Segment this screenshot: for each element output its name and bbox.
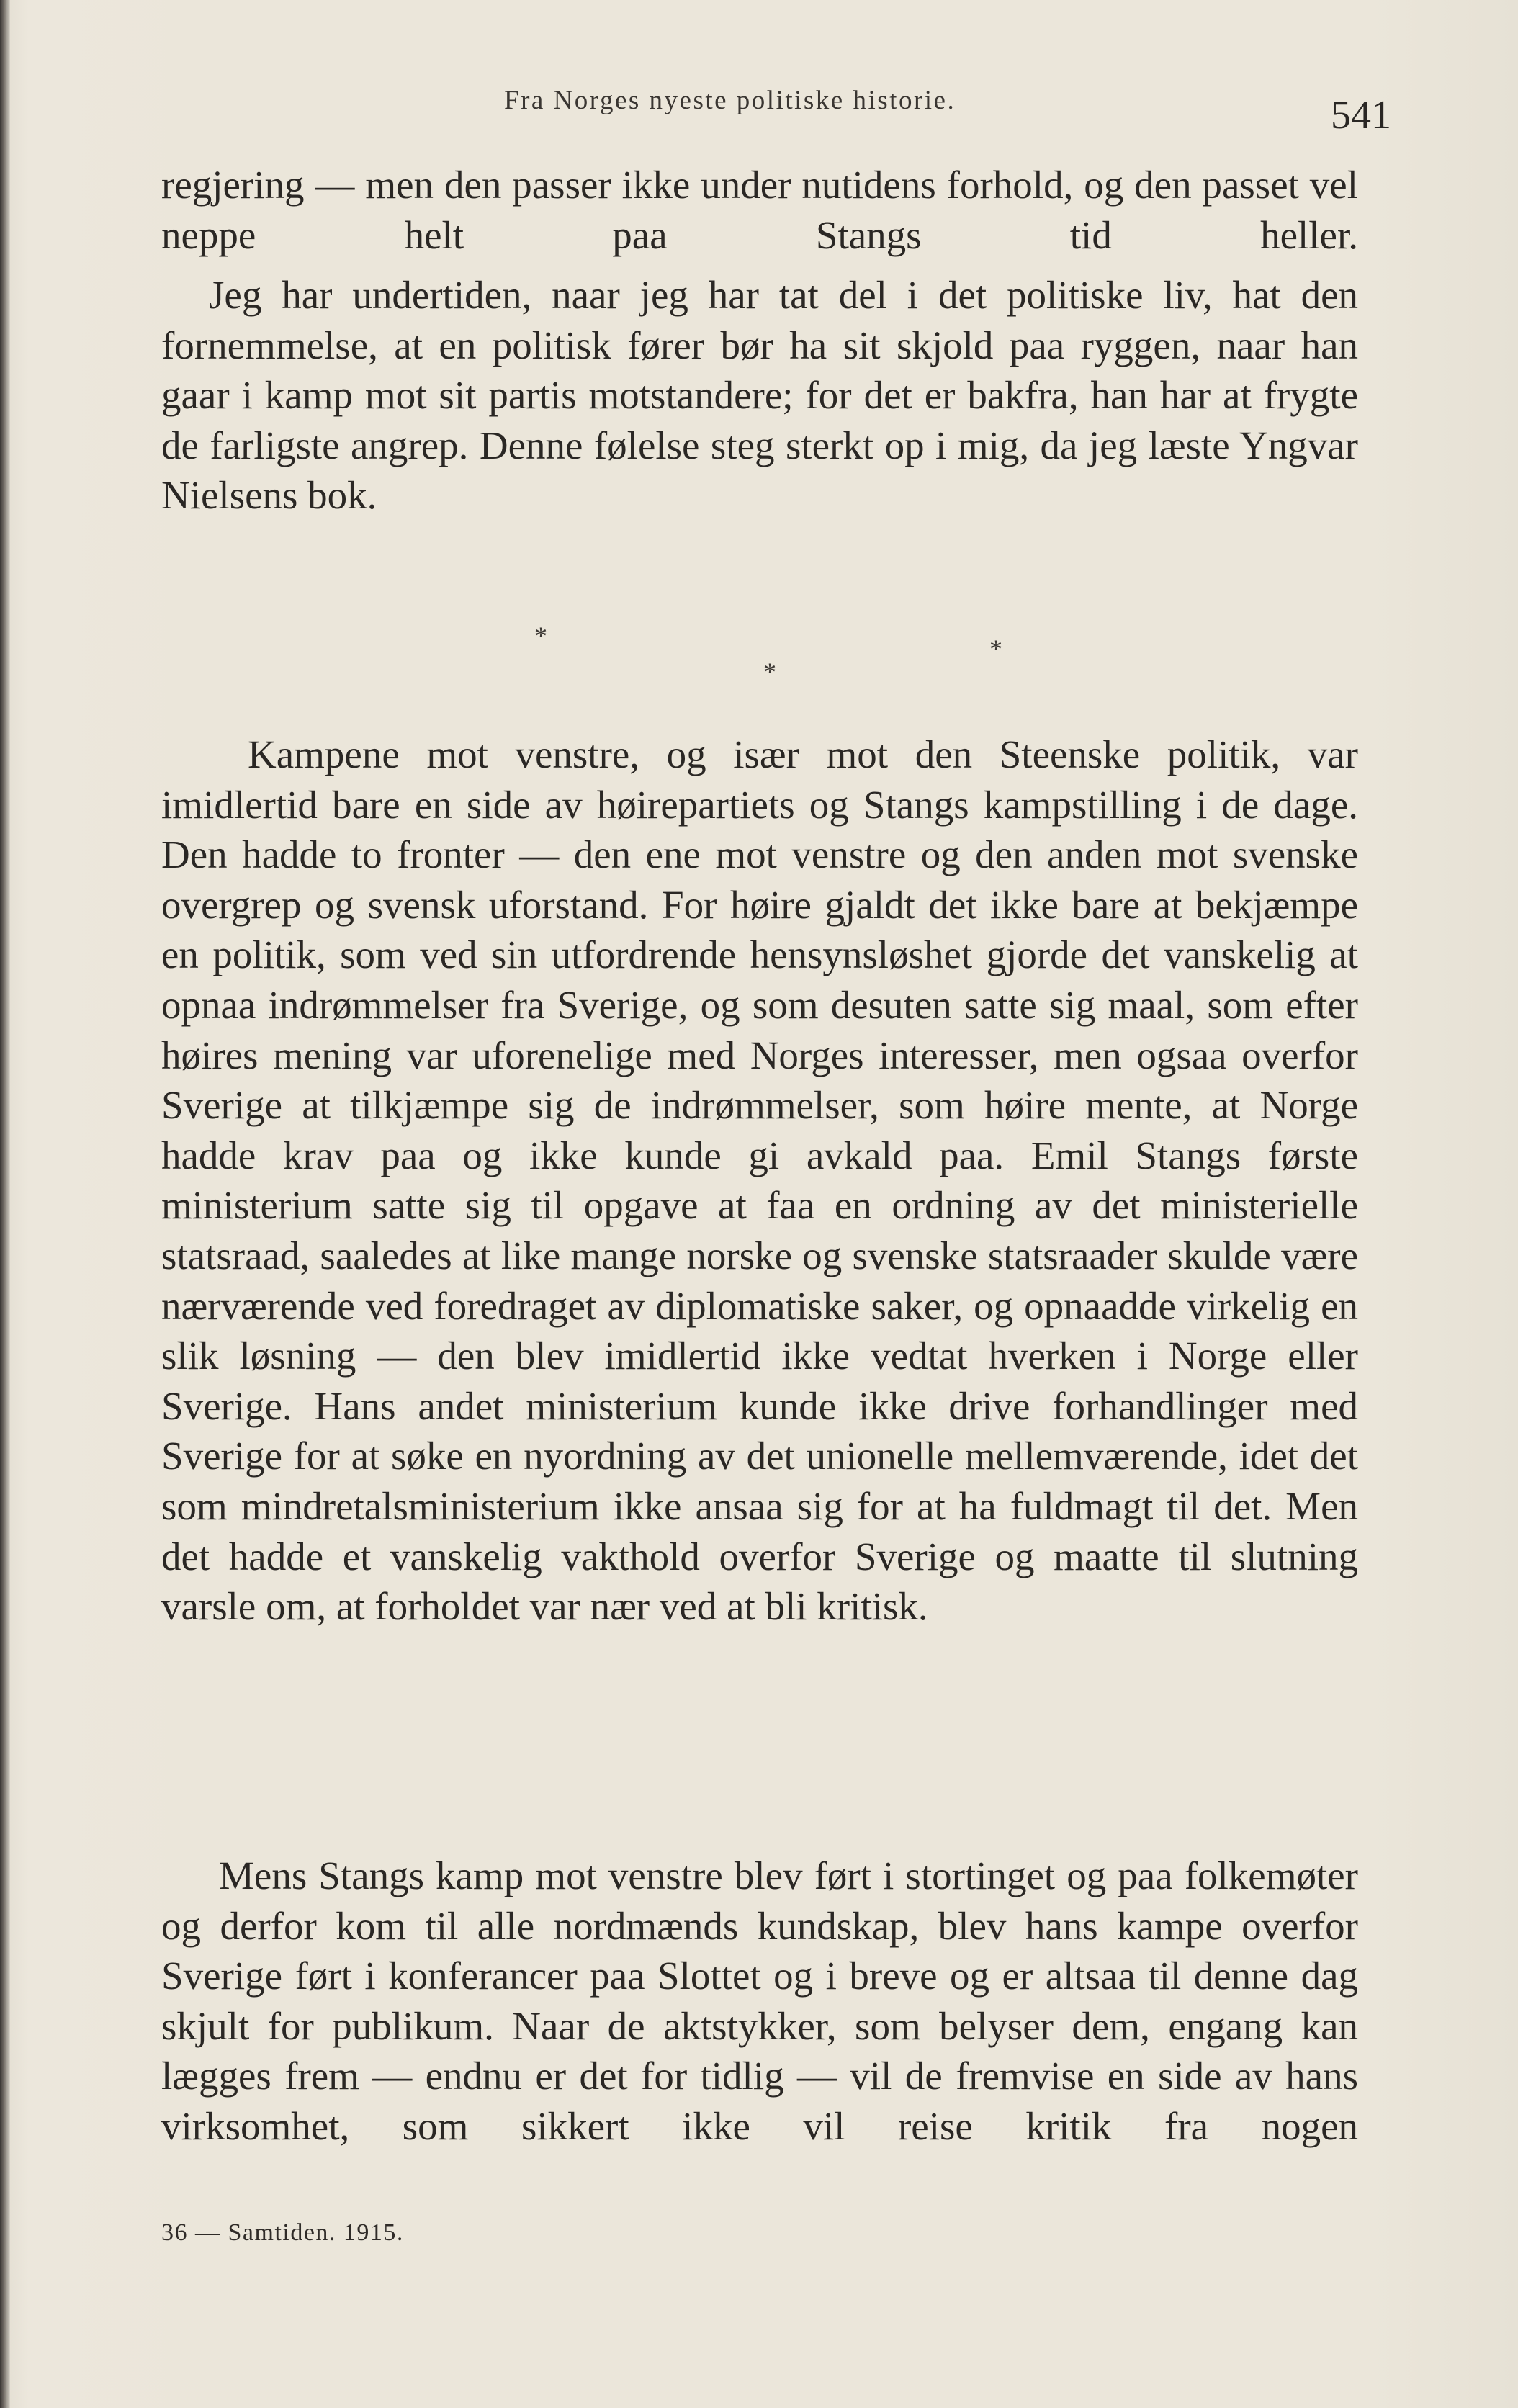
page-spine-edge (0, 0, 10, 2408)
paragraph-2: Jeg har undertiden, naar jeg har tat del i det politiske liv, hat den fornemmelse, at en politisk fører bør ha sit skjold paa ryggen, naar han gaar i kamp mot sit partis motstandere; for det er bakfra, han har at frygte de farligste angrep. Denne følelse steg sterkt op i mig, da jeg læste Yngvar Nielsens bok. (161, 273, 1358, 518)
section-ornament-1: * (534, 621, 547, 650)
section-ornament-3: * (989, 634, 1002, 663)
page-number: 541 (1331, 93, 1391, 138)
printer-signature: 36 — Samtiden. 1915. (161, 2219, 404, 2246)
section-ornament-2: * (763, 657, 776, 686)
paragraph-1: regjering — men den passer ikke under nutidens forhold, og den passet vel neppe helt paa Stangs tid heller. (161, 163, 1358, 257)
paragraph-3: Kampene mot venstre, og især mot den Steenske politik, var imidlertid bare en side av høirepartiets og Stangs kampstilling i de dage. Den hadde to fronter — den ene mot venstre og den anden mot svenske overgrep og svensk uforstand. For høire gjaldt det ikke bare at bekjæmpe en politik, som ved sin utfordrende hensynsløshet gjorde det vanskelig at opnaa indrømmelser fra Sverige, og som desuten satte sig maal, som efter høires mening var uforenelige med Norges interesser, men ogsaa overfor Sverige at tilkjæmpe sig de indrømmelser, som høire mente, at Norge hadde krav paa og ikke kunde gi avkald paa. Emil Stangs første ministerium satte sig til opgave at faa en ordning av det ministerielle statsraad, saaledes at like mange norske og svenske statsraader skulde være nærværende ved foredraget av diplomatiske saker, og opnaadde virkelig en slik løsning — den blev imidlertid ikke vedtat hverken i Norge eller Sverige. Hans andet ministerium kunde ikke drive forhandlinger med Sverige for at søke en nyordning av det unionelle mellemværende, idet det som mindretalsministerium ikke ansaa sig for at ha fuldmagt til det. Men det hadde et vanskelig vakthold overfor Sverige og maatte til slutning varsle om, at forholdet var nær ved at bli kritisk. (161, 732, 1358, 1629)
running-title: Fra Norges nyeste politiske historie. (504, 86, 956, 115)
paragraph-4: Mens Stangs kamp mot venstre blev ført i stortinget og paa folkemøter og derfor kom til alle nordmænds kundskap, blev hans kampe overfor Sverige ført i konferancer paa Slottet og i breve og er altsaa til denne dag skjult for publikum. Naar de aktstykker, som belyser dem, engang kan lægges frem — endnu er det for tidlig — vil de fremvise en side av hans virksomhet, som sikkert ikke vil reise kritik fra nogen (161, 1854, 1358, 2148)
